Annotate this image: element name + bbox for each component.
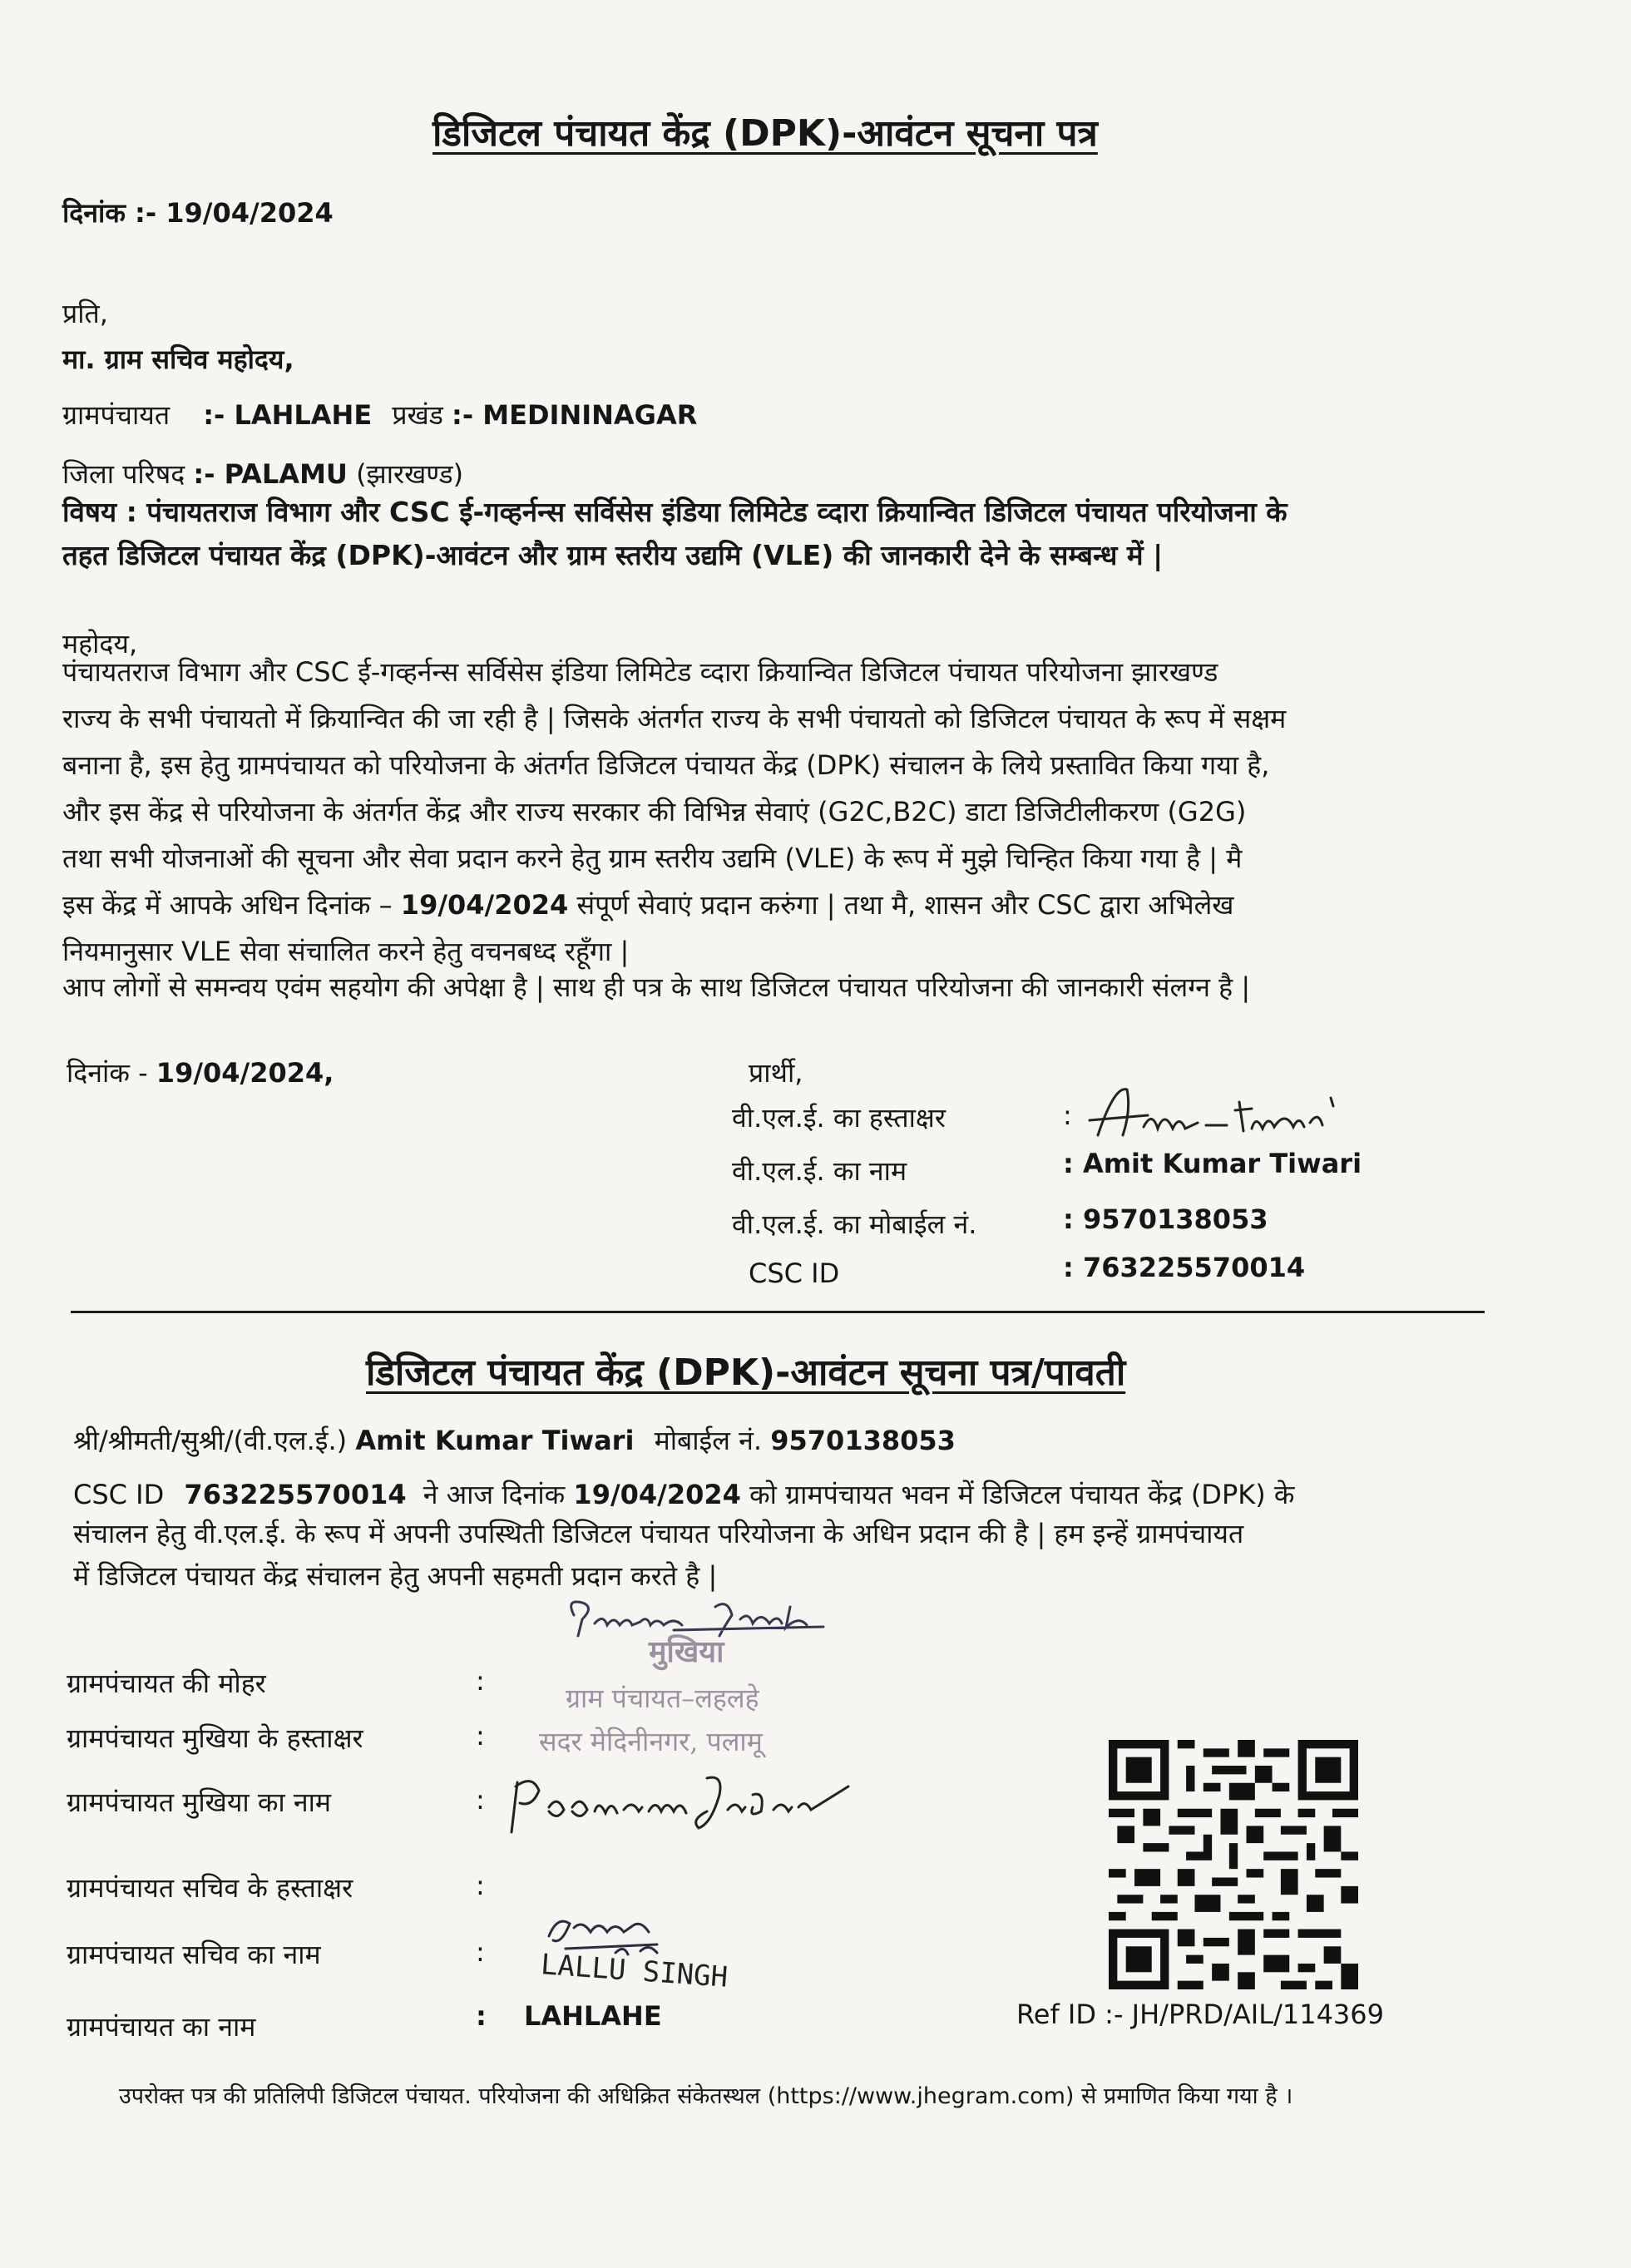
body-line-6-pre: इस केंद्र में आपके अधिन दिनांक –: [62, 889, 393, 921]
gram-panchayat-line: [62, 397, 697, 432]
section-divider: [71, 1311, 1485, 1313]
seal-label: ग्रामपंचायत की मोहर: [67, 1668, 266, 1699]
sachiv-signature: LALLU SINGH: [539, 1948, 729, 1994]
subject-line-1: विषय : पंचायतराज विभाग और CSC ई-गव्हर्नन्स सर्विसेस इंडिया लिमिटेड व्दारा क्रियान्वित डिजिटल पंचायत परियोजना के: [62, 496, 1288, 528]
colon: :: [476, 1784, 485, 1816]
recipient: मा. ग्राम सचिव महोदय,: [62, 343, 294, 375]
receipt-line-3: संचालन हेतु वी.एल.ई. के रूप में अपनी उपस्थिती डिजिटल पंचायत परियोजना के अधिन प्रदान की है | हम इन्हें ग्रामपंचायत: [73, 1518, 1244, 1549]
colon: :: [476, 1720, 485, 1752]
receipt-mobile-label: मोबाईल नं.: [654, 1425, 763, 1456]
state: (झारखण्ड): [356, 458, 464, 490]
body-line-6-post: संपूर्ण सेवाएं प्रदान करुंगा | तथा मै, शासन और CSC द्वारा अभिलेख: [576, 889, 1234, 921]
vle-sig-label: वी.एल.ई. का हस्ताक्षर: [732, 1102, 946, 1134]
sachiv-name-label: ग्रामपंचायत सचिव का नाम: [67, 1939, 321, 1970]
receipt-date: 19/04/2024: [573, 1479, 741, 1510]
prakhand-label: प्रखंड: [392, 399, 443, 431]
mukhiya-signature: [499, 1762, 865, 1845]
zila-value: :- PALAMU: [193, 458, 348, 490]
zila-label: जिला परिषद: [62, 458, 185, 490]
receipt-line-1: [73, 1422, 956, 1458]
qr-code: [1109, 1740, 1358, 1989]
body-line-6-date: 19/04/2024: [400, 889, 569, 921]
date-label: दिनांक :-: [62, 197, 157, 229]
body-line-1: पंचायतराज विभाग और CSC ई-गव्हर्नन्स सर्विसेस इंडिया लिमिटेड व्दारा क्रियान्वित डिजिटल पंचायत परियोजना झारखण्ड: [62, 656, 1218, 688]
mukhiya-name-label: ग्रामपंचायत मुखिया का नाम: [67, 1786, 332, 1818]
receipt-csc-label: CSC ID: [73, 1479, 165, 1510]
body-paragraph: [62, 649, 1543, 975]
vle-name: : Amit Kumar Tiwari: [1063, 1148, 1362, 1179]
colon: :: [476, 1870, 485, 1901]
body-line-5: तथा सभी योजनाओं की सूचना और सेवा प्रदान करने हेतु ग्राम स्तरीय उद्यमि (VLE) के रूप में मुझे चिन्हित किया गया है | मै: [62, 842, 1243, 874]
csc-id: : 763225570014: [1063, 1252, 1306, 1283]
sachiv-sig-label: ग्रामपंचायत सचिव के हस्ताक्षर: [67, 1872, 353, 1904]
sign-date-value: 19/04/2024,: [156, 1057, 334, 1089]
receipt-mid: ने आज दिनांक: [423, 1479, 566, 1510]
mukhiya-signature-top: [549, 1590, 848, 1657]
stamp-line-1: मुखिया: [649, 1634, 724, 1669]
receipt-honorific: श्री/श्रीमती/सुश्री/(वी.एल.ई.): [73, 1425, 348, 1456]
vle-name-value: Amit Kumar Tiwari: [1082, 1148, 1362, 1179]
vle-mobile-label: वी.एल.ई. का मोबाईल नं.: [732, 1208, 977, 1240]
sign-date: [67, 1055, 334, 1090]
date-value: 19/04/2024: [166, 197, 334, 229]
ref-id: Ref ID :- JH/PRD/AIL/114369: [1016, 1999, 1384, 2030]
stamp-line-3: सदर मेदिनीनगर, पलामू: [539, 1726, 763, 1757]
vle-mobile: : 9570138053: [1063, 1203, 1268, 1235]
body-line-2: राज्य के सभी पंचायतो में क्रियान्वित की जा रही है | जिसके अंतर्गत राज्य के सभी पंचायतो को डिजिटल पंचायत के रूप में सक्षम: [62, 703, 1287, 734]
body-line-3: बनाना है, इस हेतु ग्रामपंचायत को परियोजना के अंतर्गत डिजिटल पंचायत केंद्र (DPK) संचालन के लिये प्रस्तावित किया गया है,: [62, 749, 1270, 781]
receipt-line-4: में डिजिटल पंचायत केंद्र संचालन हेतु अपनी सहमती प्रदान करते है |: [73, 1560, 718, 1592]
zila-line: [62, 456, 463, 492]
closing-line: आप लोगों से समन्वय एवंम सहयोग की अपेक्षा है | साथ ही पत्र के साथ डिजिटल पंचायत परियोजना की जानकारी संलग्न है |: [62, 971, 1251, 1003]
date-line: [62, 195, 334, 230]
vle-mobile-value: 9570138053: [1082, 1203, 1268, 1235]
vle-name-label: वी.एल.ई. का नाम: [732, 1155, 907, 1187]
colon: :: [476, 1665, 485, 1697]
mukhiya-sig-label: ग्रामपंचायत मुखिया के हस्ताक्षर: [67, 1722, 363, 1754]
stamp-line-2: ग्राम पंचायत–लहलहे: [566, 1682, 759, 1714]
receipt-mobile-value: 9570138053: [770, 1425, 956, 1456]
gram-name-label: ग्रामपंचायत का नाम: [67, 2011, 256, 2043]
document-title: डिजिटल पंचायत केंद्र (DPK)-आवंटन सूचना पत्र: [432, 112, 1098, 155]
subject-line-2: तहत डिजिटल पंचायत केंद्र (DPK)-आवंटन और ग्राम स्तरीय उद्यमि (VLE) की जानकारी देने के सम्बन्ध में |: [62, 539, 1164, 571]
salutation: महोदय,: [62, 628, 138, 660]
body-line-4: और इस केंद्र से परियोजना के अंतर्गत केंद्र और राज्य सरकार की विभिन्न सेवाएं (G2C,B2C) डाटा डिजिटीलीकरण (G2G): [62, 796, 1247, 828]
gram-name: [476, 2000, 662, 2032]
prakhand-value: :- MEDININAGAR: [452, 399, 698, 431]
csc-id-value: 763225570014: [1082, 1252, 1306, 1283]
csc-id-label: CSC ID: [749, 1258, 840, 1289]
vle-signature: [1081, 1077, 1356, 1152]
receipt-post: को ग्रामपंचायत भवन में डिजिटल पंचायत केंद्र (DPK) के: [749, 1479, 1295, 1510]
body-line-7: नियमानुसार VLE सेवा संचालित करने हेतु वचनबध्द रहूँगा |: [62, 936, 630, 967]
colon: :: [476, 2000, 487, 2032]
subject: [62, 491, 1288, 577]
applicant-label: प्रार्थी,: [749, 1057, 803, 1089]
prati: प्रति,: [62, 298, 108, 329]
footer-note: उपरोक्त पत्र की प्रतिलिपी डिजिटल पंचायत. परियोजना की अधिक्रित संकेतस्थल (https://www.jhegram.com) से प्रमाणित किया गया है ।: [119, 2083, 1293, 2109]
colon: :: [1063, 1099, 1072, 1131]
receipt-csc-value: 763225570014: [184, 1479, 407, 1510]
body-line-6: [62, 882, 1543, 928]
gram-value: :- LAHLAHE: [203, 399, 373, 431]
gram-name-value: LAHLAHE: [523, 2000, 662, 2032]
receipt-vle-name: Amit Kumar Tiwari: [355, 1425, 635, 1456]
sign-date-label: दिनांक -: [67, 1057, 148, 1089]
receipt-title: डिजिटल पंचायत केंद्र (DPK)-आवंटन सूचना पत्र/पावती: [366, 1351, 1126, 1394]
receipt-line-2: [73, 1476, 1294, 1512]
colon: :: [476, 1936, 485, 1968]
gram-label: ग्रामपंचायत: [62, 399, 171, 431]
